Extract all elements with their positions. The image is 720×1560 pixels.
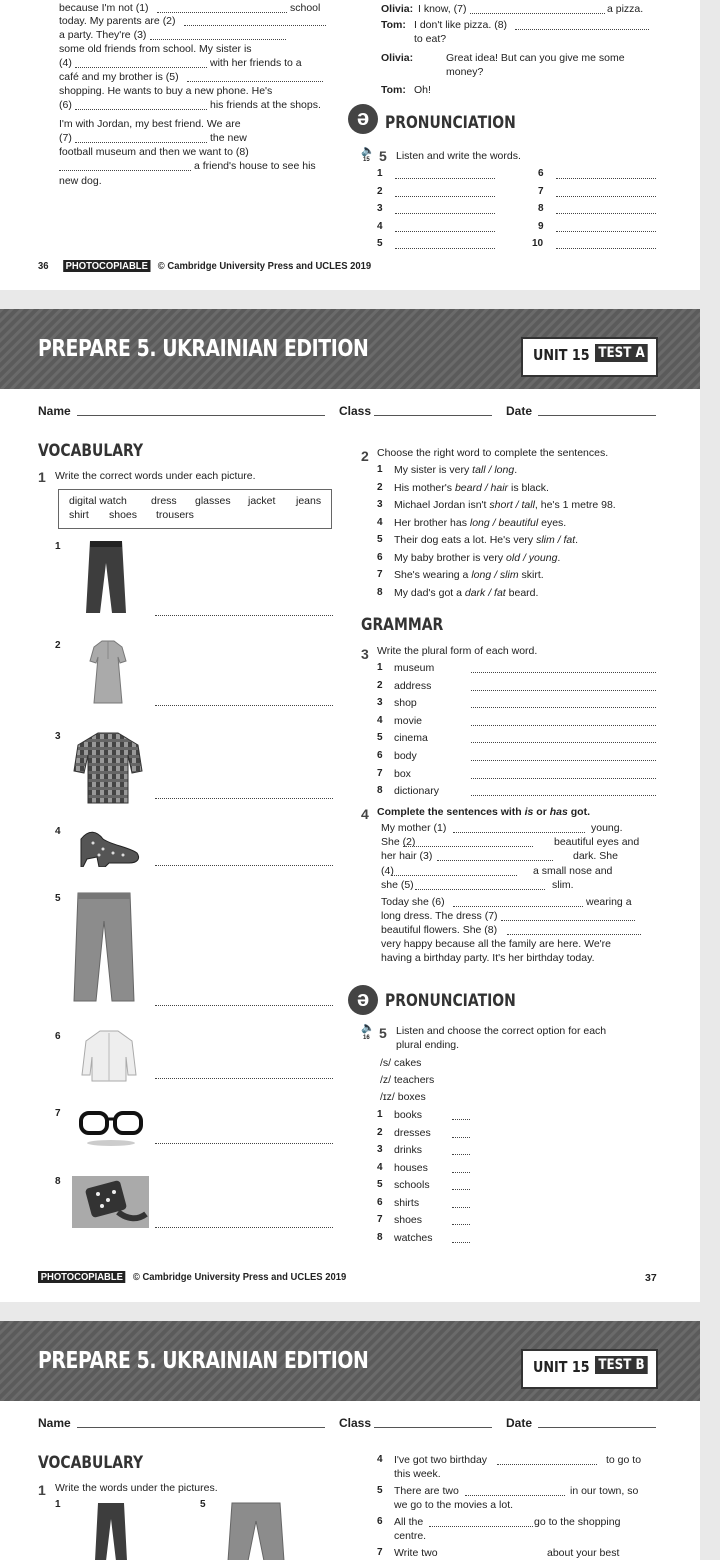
text-line: (4) xyxy=(381,865,394,877)
sentence-text: centre. xyxy=(394,1530,427,1542)
answer-line[interactable] xyxy=(471,690,656,691)
answer-line[interactable] xyxy=(155,1227,333,1228)
story-line: school xyxy=(290,2,321,14)
word: body xyxy=(394,750,417,762)
sentence-text: this week. xyxy=(394,1468,441,1480)
item-number: 6 xyxy=(377,551,383,563)
item-number: 4 xyxy=(377,221,383,232)
exercise-number: 1 xyxy=(38,1482,46,1498)
class-field[interactable] xyxy=(374,415,492,416)
text-line: slim. xyxy=(552,879,574,891)
item-number: 8 xyxy=(377,586,383,598)
exercise-number: 5 xyxy=(379,148,387,164)
sentence-text: . xyxy=(514,464,518,476)
track-number: 15 xyxy=(363,157,370,163)
sentence-text: My sister is very xyxy=(394,464,473,476)
word: dress xyxy=(151,495,177,507)
shirt-picture xyxy=(72,731,144,805)
word: books xyxy=(394,1109,423,1121)
answer-line[interactable] xyxy=(507,934,641,935)
digital-watch-picture xyxy=(72,1176,149,1228)
item-number: 9 xyxy=(538,221,544,232)
sentence-text: His mother's xyxy=(394,481,455,494)
example: /z/ teachers xyxy=(380,1074,435,1086)
schwa-icon: ə xyxy=(348,985,378,1015)
answer-line[interactable] xyxy=(471,795,656,796)
item-number: 8 xyxy=(538,203,544,214)
sentence-text: in our town, so xyxy=(570,1485,639,1497)
word: museum xyxy=(394,662,435,674)
item-number: 6 xyxy=(377,1516,383,1527)
story-line: today. My parents are (2) xyxy=(59,15,176,27)
dialogue-line: Oh! xyxy=(414,84,431,96)
exercise-instruction: Complete the sentences with is or has got. xyxy=(377,806,590,818)
copyright: © Cambridge University Press and UCLES 2019 xyxy=(157,260,372,272)
story-line: I'm with Jordan, my best friend. We are xyxy=(59,118,241,130)
text-line: long dress. The dress (7) xyxy=(381,910,498,922)
word: shirts xyxy=(394,1196,420,1209)
word: houses xyxy=(394,1161,428,1174)
test-label: TEST B xyxy=(595,1356,648,1374)
page-footer xyxy=(38,260,371,272)
answer-line[interactable] xyxy=(452,1207,470,1208)
jacket-picture xyxy=(80,1027,138,1085)
unit-label: UNIT 15 xyxy=(533,346,590,364)
sentence xyxy=(394,534,578,547)
answer-line[interactable] xyxy=(452,1224,470,1225)
answer-line[interactable] xyxy=(471,672,656,673)
story-line: (7) xyxy=(59,132,72,144)
item-number: 7 xyxy=(377,569,383,580)
answer-line[interactable] xyxy=(415,889,545,890)
answer-line[interactable] xyxy=(471,778,656,779)
picture-number: 7 xyxy=(55,1108,61,1119)
name-label: Name xyxy=(38,404,71,418)
item-number: 3 xyxy=(377,1144,383,1155)
section-title: VOCABULARY xyxy=(38,441,144,461)
track-number: 16 xyxy=(363,1035,370,1041)
word-choice[interactable]: old / young xyxy=(506,551,558,564)
shoes-picture xyxy=(79,827,141,867)
word-choice[interactable]: slim / fat xyxy=(536,534,576,546)
page-number: 36 xyxy=(38,260,49,272)
item-number: 1 xyxy=(377,662,383,673)
text-line: she (5) xyxy=(381,879,414,891)
picture-number: 3 xyxy=(55,731,61,742)
word: glasses xyxy=(195,495,231,507)
answer-line[interactable] xyxy=(497,1464,597,1465)
unit-label: UNIT 15 xyxy=(533,1358,590,1376)
answer-line[interactable] xyxy=(453,832,585,833)
word-choice[interactable]: long / slim xyxy=(471,569,519,581)
text-line: beautiful eyes and xyxy=(554,836,640,848)
word-choice[interactable]: long / beautiful xyxy=(469,516,539,529)
sentence-text: we go to the movies a lot. xyxy=(394,1499,514,1511)
sentence xyxy=(394,517,566,530)
text-line: wearing a xyxy=(586,896,632,908)
text-line: young. xyxy=(591,822,623,834)
story-line: new dog. xyxy=(59,175,102,187)
item-number: 5 xyxy=(377,238,383,249)
item-number: 5 xyxy=(377,534,383,545)
item-number: 5 xyxy=(377,1179,383,1190)
item-number: 4 xyxy=(377,714,383,726)
date-label: Date xyxy=(506,1416,533,1430)
word: shoes xyxy=(109,509,138,521)
name-field[interactable] xyxy=(77,415,325,416)
sentence-text: My baby brother is very xyxy=(394,551,507,564)
item-number: 7 xyxy=(377,767,383,779)
sentence xyxy=(394,499,616,512)
word-choice[interactable]: short / tall xyxy=(489,499,535,511)
page-number: 37 xyxy=(645,1272,657,1284)
section-title: VOCABULARY xyxy=(38,1453,144,1473)
item-number: 7 xyxy=(377,1214,383,1225)
word: box xyxy=(394,767,411,780)
item-number: 7 xyxy=(538,186,544,197)
story-line: because I'm not (1) xyxy=(59,2,149,14)
item-number: 3 xyxy=(377,499,383,510)
picture-number: 5 xyxy=(200,1499,206,1510)
section-title: PRONUNCIATION xyxy=(385,113,516,133)
example: /ɪz/ boxes xyxy=(380,1091,426,1103)
story-line: with her friends to a xyxy=(210,57,302,69)
answer-line[interactable] xyxy=(452,1242,470,1243)
word: movie xyxy=(394,714,423,727)
dialogue-line: I don't like pizza. (8) xyxy=(414,19,508,31)
exercise-number: 1 xyxy=(38,469,46,485)
story-line: (6) xyxy=(59,99,72,111)
sentence xyxy=(394,552,560,565)
item-number: 1 xyxy=(377,1109,383,1120)
unit-box xyxy=(521,337,658,377)
speaker-name: Olivia: xyxy=(381,52,414,64)
item-number: 7 xyxy=(377,1547,383,1558)
page-footer xyxy=(38,1271,346,1283)
word: shirt xyxy=(69,509,89,521)
sentence xyxy=(394,464,517,477)
answer-line[interactable] xyxy=(391,875,517,876)
word: schools xyxy=(394,1179,430,1191)
class-label: Class xyxy=(339,1416,372,1430)
item-number: 6 xyxy=(538,168,544,179)
sentence-text: . xyxy=(557,551,561,564)
answer-line[interactable] xyxy=(452,1119,470,1120)
sentence-text: Write two xyxy=(394,1547,438,1559)
answer-line[interactable] xyxy=(155,615,333,616)
word-choice[interactable]: tall / long xyxy=(472,464,515,476)
schwa-icon: ə xyxy=(348,104,378,134)
exercise-number: 3 xyxy=(361,646,369,662)
class-field[interactable] xyxy=(374,1427,492,1428)
word: shop xyxy=(394,697,417,710)
answer-line[interactable] xyxy=(155,865,333,866)
sentence-text: Michael Jordan isn't xyxy=(394,499,490,511)
sentence-text: go to the shopping xyxy=(534,1516,621,1528)
word: address xyxy=(394,679,432,692)
item-number: 1 xyxy=(377,168,383,179)
word: digital watch xyxy=(69,495,127,507)
answer-line[interactable] xyxy=(453,906,583,907)
answer-line[interactable] xyxy=(452,1172,470,1173)
text-line: having a birthday party. It's her birthday today. xyxy=(381,952,595,964)
story-line: football museum and then we want to (8) xyxy=(59,146,249,158)
item-number: 10 xyxy=(532,238,544,249)
date-field[interactable] xyxy=(538,415,656,416)
date-label: Date xyxy=(506,404,533,418)
sentence-text: beard. xyxy=(505,586,539,599)
item-number: 4 xyxy=(377,1161,383,1173)
word: watches xyxy=(394,1231,433,1244)
answer-line[interactable] xyxy=(155,798,333,799)
sentence-text: All the xyxy=(394,1516,424,1528)
example: /s/ cakes xyxy=(380,1057,422,1069)
sentence-text: , he's 1 metre 98. xyxy=(534,499,616,511)
answer-line[interactable] xyxy=(452,1154,470,1155)
text-line: beautiful flowers. She (8) xyxy=(381,924,498,936)
text-line: dark. She xyxy=(573,850,618,862)
sentence-text: She's wearing a xyxy=(394,569,472,581)
answer-line[interactable] xyxy=(403,846,533,847)
jeans-picture xyxy=(94,1501,128,1560)
story-line: some old friends from school. My sister is xyxy=(59,43,252,55)
word: trousers xyxy=(156,509,194,521)
audio-icon: 🔈 xyxy=(361,1022,375,1034)
page-36 xyxy=(0,0,700,290)
dialogue-line: to eat? xyxy=(414,33,447,45)
dialogue-line: Great idea! But can you give me some xyxy=(446,52,625,64)
word: jeans xyxy=(296,495,322,507)
page-title: PREPARE 5. UKRAINIAN EDITION xyxy=(38,336,369,362)
item-number: 6 xyxy=(377,1196,383,1208)
item-number: 4 xyxy=(377,1454,383,1465)
picture-number: 4 xyxy=(55,826,61,837)
sentence-text: to go to xyxy=(606,1454,642,1466)
exercise-instruction: Listen and choose the correct option for each xyxy=(396,1025,607,1037)
answer-line[interactable] xyxy=(452,1137,470,1138)
sentence xyxy=(394,569,544,582)
answer-line[interactable] xyxy=(471,742,656,743)
speaker-name: Olivia: xyxy=(381,3,414,15)
exercise-instruction: Listen and write the words. xyxy=(396,150,521,162)
text-line: My mother (1) xyxy=(381,822,447,834)
word: dictionary xyxy=(394,785,439,798)
item-number: 8 xyxy=(377,785,383,797)
section-title: GRAMMAR xyxy=(361,615,444,635)
trousers-picture xyxy=(226,1501,286,1560)
item-number: 8 xyxy=(377,1231,383,1243)
dress-picture xyxy=(88,639,128,705)
item-number: 3 xyxy=(377,697,383,709)
story-line: café and my brother is (5) xyxy=(59,71,179,83)
copyright: © Cambridge University Press and UCLES 2019 xyxy=(132,1271,347,1283)
name-field[interactable] xyxy=(77,1427,325,1428)
section-title: PRONUNCIATION xyxy=(385,991,516,1011)
story-line: a party. They're (3) xyxy=(59,29,147,41)
answer-line[interactable] xyxy=(155,1005,333,1006)
page-title: PREPARE 5. UKRAINIAN EDITION xyxy=(38,1348,369,1374)
speaker-name: Tom: xyxy=(381,19,406,31)
story-line: a friend's house to see his xyxy=(194,160,316,172)
date-field[interactable] xyxy=(538,1427,656,1428)
dialogue-line: I know, (7) xyxy=(418,3,467,15)
exercise-instruction: Choose the right word to complete the sentences. xyxy=(377,447,609,459)
answer-line[interactable] xyxy=(471,725,656,726)
dialogue-line: a pizza. xyxy=(607,3,644,15)
answer-line[interactable] xyxy=(429,1526,533,1527)
text-line: very happy because all the family are here. We're xyxy=(381,938,612,950)
word: jacket xyxy=(248,495,276,507)
exercise-number: 5 xyxy=(379,1025,387,1041)
dialogue-line: money? xyxy=(446,66,484,78)
answer-line[interactable] xyxy=(471,707,656,708)
picture-number: 2 xyxy=(55,640,61,651)
answer-line[interactable] xyxy=(465,1495,565,1496)
story-line: his friends at the shops. xyxy=(210,99,321,111)
speaker-name: Tom: xyxy=(381,84,406,96)
item-number: 4 xyxy=(377,516,383,528)
exercise-number: 2 xyxy=(361,448,369,464)
sentence-text: about your best xyxy=(547,1547,620,1559)
sentence-text: eyes. xyxy=(538,516,567,529)
item-number: 2 xyxy=(377,186,383,197)
sentence-text: I've got two birthday xyxy=(394,1454,488,1466)
name-label: Name xyxy=(38,1416,71,1430)
audio-icon: 🔈 xyxy=(361,145,375,157)
answer-line[interactable] xyxy=(155,1078,333,1079)
item-number: 2 xyxy=(377,679,383,691)
picture-number: 6 xyxy=(55,1031,61,1042)
exercise-instruction: plural ending. xyxy=(396,1039,460,1051)
answer-line[interactable] xyxy=(155,705,333,706)
jeans-picture xyxy=(84,539,128,617)
item-number: 5 xyxy=(377,1485,383,1496)
trousers-picture xyxy=(72,891,136,1005)
exercise-instruction: Write the words under the pictures. xyxy=(55,1482,218,1494)
page-37 xyxy=(0,309,700,1302)
exercise-number: 4 xyxy=(361,806,369,822)
sentence-text: There are two xyxy=(394,1485,459,1497)
picture-number: 1 xyxy=(55,541,61,552)
sentence-text: My dad's got a xyxy=(394,586,465,599)
answer-line[interactable] xyxy=(471,760,656,761)
word-choice[interactable]: beard / hair xyxy=(454,481,509,494)
photocopiable-badge: PHOTOCOPIABLE xyxy=(38,1271,126,1283)
answer-line[interactable] xyxy=(155,1143,333,1144)
word: shoes xyxy=(394,1214,423,1226)
picture-number: 1 xyxy=(55,1499,61,1510)
item-number: 6 xyxy=(377,750,383,761)
page-38 xyxy=(0,1321,700,1560)
item-number: 1 xyxy=(377,464,383,475)
exercise-instruction: Write the plural form of each word. xyxy=(377,645,538,657)
text-line: She (2) xyxy=(381,836,416,848)
answer-line[interactable] xyxy=(501,920,635,921)
story-line: the new xyxy=(210,132,247,144)
sentence-text: . xyxy=(575,534,579,546)
text-line: a small nose and xyxy=(533,865,613,877)
exercise-instruction: Write the correct words under each picture. xyxy=(55,470,256,482)
unit-box xyxy=(521,1349,658,1389)
word-box xyxy=(58,489,332,529)
picture-number: 5 xyxy=(55,893,61,904)
item-number: 3 xyxy=(377,203,383,214)
item-number: 2 xyxy=(377,481,383,493)
sentence-text: Her brother has xyxy=(394,516,470,529)
sentence xyxy=(394,587,538,600)
story-line: (4) xyxy=(59,57,72,69)
text-line: her hair (3) xyxy=(381,850,433,862)
text-line: Today she (6) xyxy=(381,896,445,908)
sentence-text: is black. xyxy=(508,481,549,494)
sentence-text: Their dog eats a lot. He's very xyxy=(394,534,537,546)
photocopiable-badge: PHOTOCOPIABLE xyxy=(63,260,151,272)
item-number: 2 xyxy=(377,1126,383,1138)
answer-line[interactable] xyxy=(452,1189,470,1190)
word: cinema xyxy=(394,732,428,745)
picture-number: 8 xyxy=(55,1176,61,1187)
glasses-picture xyxy=(79,1109,143,1149)
word-choice[interactable]: dark / fat xyxy=(464,586,506,599)
test-label: TEST A xyxy=(595,344,648,362)
item-number: 5 xyxy=(377,732,383,744)
word: drinks xyxy=(394,1144,423,1156)
word: dresses xyxy=(394,1126,431,1139)
sentence-text: skirt. xyxy=(518,569,544,581)
answer-line[interactable] xyxy=(437,860,553,861)
sentence xyxy=(394,482,549,495)
class-label: Class xyxy=(339,404,372,418)
story-line: shopping. He wants to buy a new phone. He's xyxy=(59,85,273,97)
